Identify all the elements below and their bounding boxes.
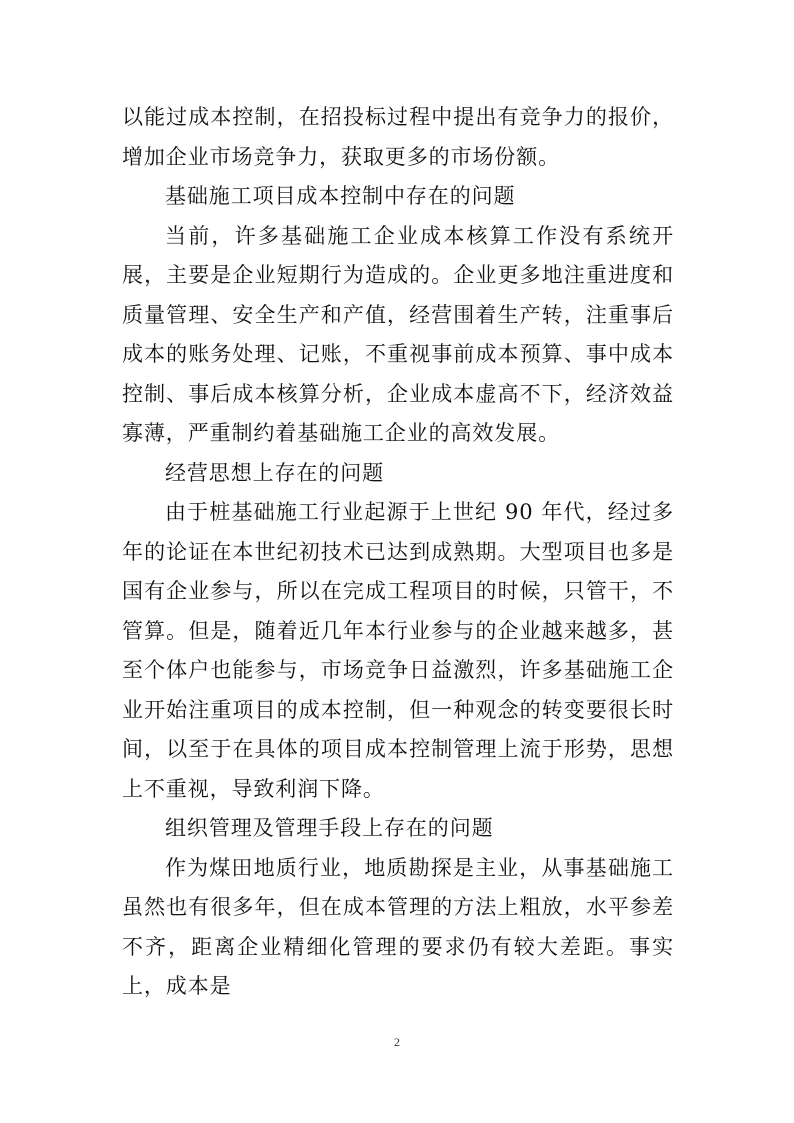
paragraph-organization-management: 作为煤田地质行业，地质勘探是主业，从事基础施工虽然也有很多年，但在成本管理的方法上粗放，水平参差不齐，距离企业精细化管理的要求仍有较大差距。事实上，成本是 xyxy=(122,855,674,998)
section-heading-business-philosophy: 经营思想上存在的问题 xyxy=(165,460,384,485)
page-number: 2 xyxy=(394,1035,400,1049)
section-heading-cost-control-problems: 基础施工项目成本控制中存在的问题 xyxy=(165,184,516,208)
body-text xyxy=(122,98,674,1007)
paragraph-continuation: 以能过成本控制，在招投标过程中提出有竞争力的报价，增加企业市场竞争力，获取更多的市场份额。 xyxy=(122,105,674,169)
paragraph-business-philosophy: 由于桩基础施工行业起源于上世纪 90 年代，经过多年的论证在本世纪初技术已达到成熟期。大型项目也多是国有企业参与，所以在完成工程项目的时候，只管干，不管算。但是，随着近几年本行业参与的企业越来越多，甚至个体户也能参与，市场竞争日益激烈，许多基础施工企业开始注重项目的成本控制，但一种观念的转变要很长时间，以至于在具体的项目成本控制管理上流于形势，思想上不重视，导致利润下降。 xyxy=(122,500,674,801)
section-heading-organization-management: 组织管理及管理手段上存在的问题 xyxy=(165,816,494,840)
paragraph-current-situation: 当前，许多基础施工企业成本核算工作没有系统开展，主要是企业短期行为造成的。企业更多地注重进度和质量管理、安全生产和产值，经营围着生产转，注重事后成本的账务处理、记账，不重视事前成本预算、事中成本控制、事后成本核算分析，企业成本虚高不下，经济效益寡薄，严重制约着基础施工企业的高效发展。 xyxy=(122,223,674,445)
